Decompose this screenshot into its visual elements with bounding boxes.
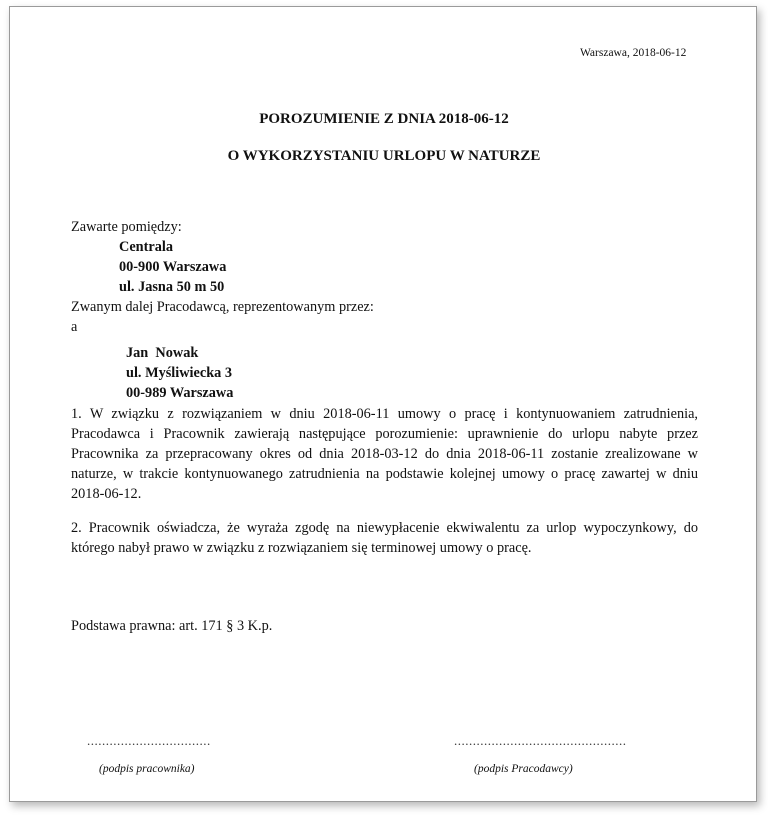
employee-name: Jan Nowak [126,345,199,361]
paragraph-2: 2. Pracownik oświadcza, że wyraża zgodę na niewypłacenie ekwiwalentu za urlop wypoczynkowy, do którego nabył prawo w związku z rozwiązaniem się terminowej umowy o pracę. [71,520,698,556]
employer-street: ul. Jasna 50 m 50 [119,279,225,295]
employer-name: Centrala [119,239,173,255]
parties-conjunction: a [71,319,78,335]
document-title: POROZUMIENIE Z DNIA 2018-06-12 [259,111,509,127]
employee-city: 00-989 Warszawa [126,385,234,401]
employer-description: Zwanym dalej Pracodawcą, reprezentowanym przez: [71,299,374,315]
document-subtitle: O WYKORZYSTANIU URLOPU W NATURZE [227,148,541,164]
employee-signature-line: ................................. [87,733,211,748]
document-page [9,6,757,802]
employer-signature-label: (podpis Pracodawcy) [474,763,573,775]
legal-basis: Podstawa prawna: art. 171 § 3 K.p. [71,618,273,634]
employer-signature-line: .............................................. [454,733,627,748]
parties-section [71,217,698,403]
document-date: Warszawa, 2018-06-12 [580,47,687,59]
parties-intro: Zawarte pomiędzy: [71,219,182,235]
employee-signature-label: (podpis pracownika) [99,763,195,775]
paragraph-1: 1. W związku z rozwiązaniem w dniu 2018-06-11 umowy o pracę i kontynuowaniem zatrudnienia, Pracodawca i Pracownik zawierają następujące porozumienie: uprawnienie do urlopu nabyte przez Pracownika za przepracowany okres od dnia 2018-03-12 do dnia 2018-06-11 zostanie zrealizowane w naturze, w trakcie kontynuowanego zatrudnienia na podstawie kolejnej umowy o pracę zawartej w dniu 2018-06-12. [71,406,698,502]
employee-street: ul. Myśliwiecka 3 [126,365,233,381]
employer-city: 00-900 Warszawa [119,259,227,275]
